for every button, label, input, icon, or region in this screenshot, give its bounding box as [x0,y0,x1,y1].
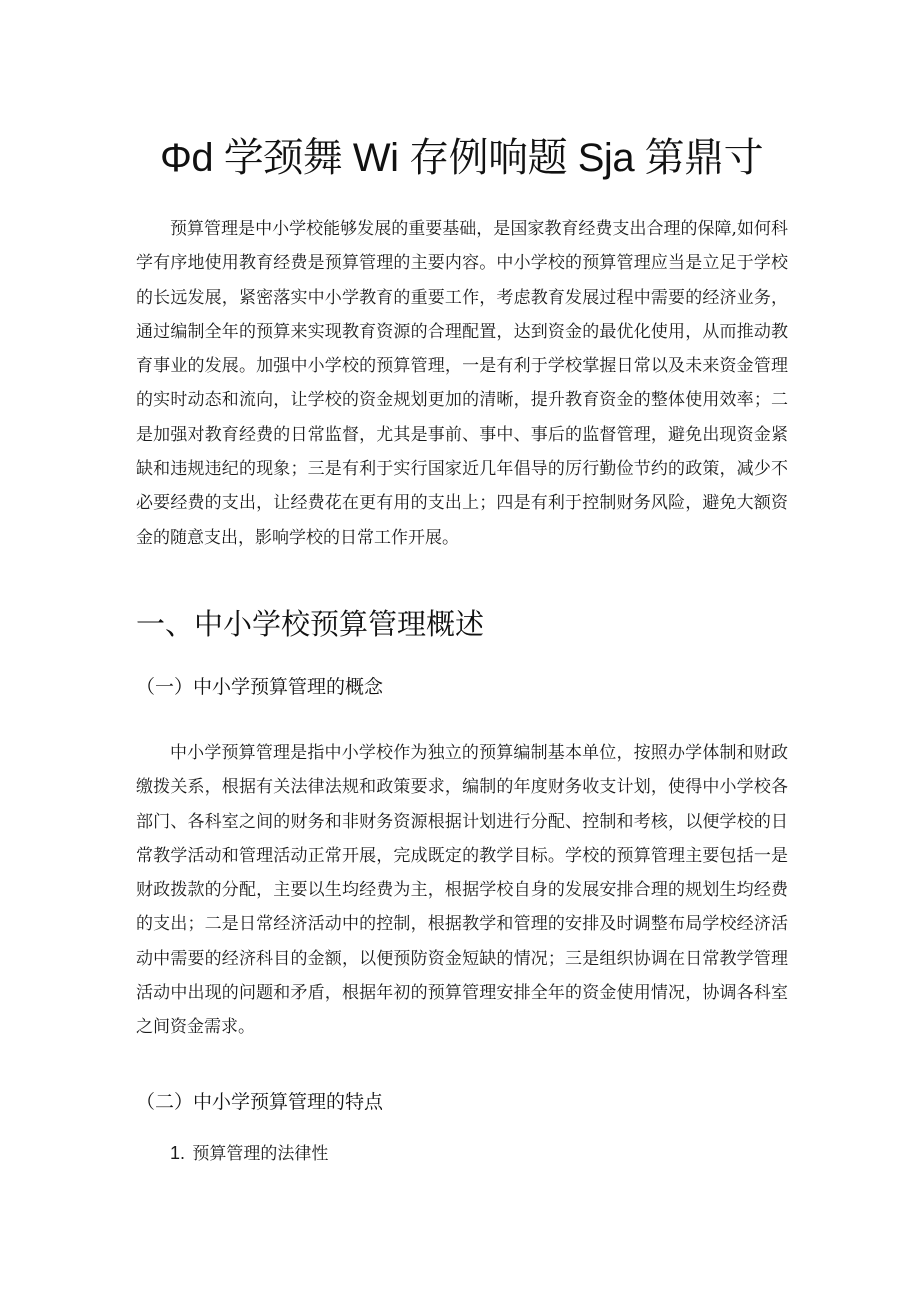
document-title: Φd 学颈舞 Wi 存例响题 Sja 第鼎寸 [160,136,764,180]
concept-paragraph: 中小学预算管理是指中小学校作为独立的预算编制基本单位，按照办学体制和财政缴拨关系，根据有关法律法规和政策要求，编制的年度财务收支计划，使得中小学校各部门、各科室之间的财务和非财务资源根据计划进行分配、控制和考核，以便学校的日常教学活动和管理活动正常开展，完成既定的教学目标。学校的预算管理主要包括一是财政拨款的分配，主要以生均经费为主，根据学校自身的发展安排合理的规划生均经费的支出；二是日常经济活动中的控制，根据教学和管理的安排及时调整布局学校经济活动中需要的经济科目的金额，以便预防资金短缺的情况；三是组织协调在日常教学管理活动中出现的问题和矛盾，根据年初的预算管理安排全年的资金使用情况，协调各科室之间资金需求。 [136,743,788,1038]
list-item-number: 1. [170,1143,186,1163]
intro-paragraph: 预算管理是中小学校能够发展的重要基础，是国家教育经费支出合理的保障,如何科学有序地使用教育经费是预算管理的主要内容。中小学校的预算管理应当是立足于学校的长远发展，紧密落实中小学教育的重要工作，考虑教育发展过程中需要的经济业务，通过编制全年的预算来实现教育资源的合理配置，达到资金的最优化使用，从而推动教育事业的发展。加强中小学校的预算管理，一是有利于学校掌握日常以及未来资金管理的实时动态和流向，让学校的资金规划更加的清晰，提升教育资金的整体使用效率；二是加强对教育经费的日常监督，尤其是事前、事中、事后的监督管理，避免出现资金紧缺和违规违纪的现象；三是有利于实行国家近几年倡导的厉行勤俭节约的政策，减少不必要经费的支出，让经费花在更有用的支出上；四是有利于控制财务风险，避免大额资金的随意支出，影响学校的日常工作开展。 [136,219,788,548]
subsection-heading-concept: （一）中小学预算管理的概念 [136,676,384,698]
list-item-text: 预算管理的法律性 [192,1144,329,1164]
list-item [170,1138,328,1169]
section-heading: 一、中小学校预算管理概述 [136,607,485,641]
subsection-heading-features: （二）中小学预算管理的特点 [136,1091,384,1113]
